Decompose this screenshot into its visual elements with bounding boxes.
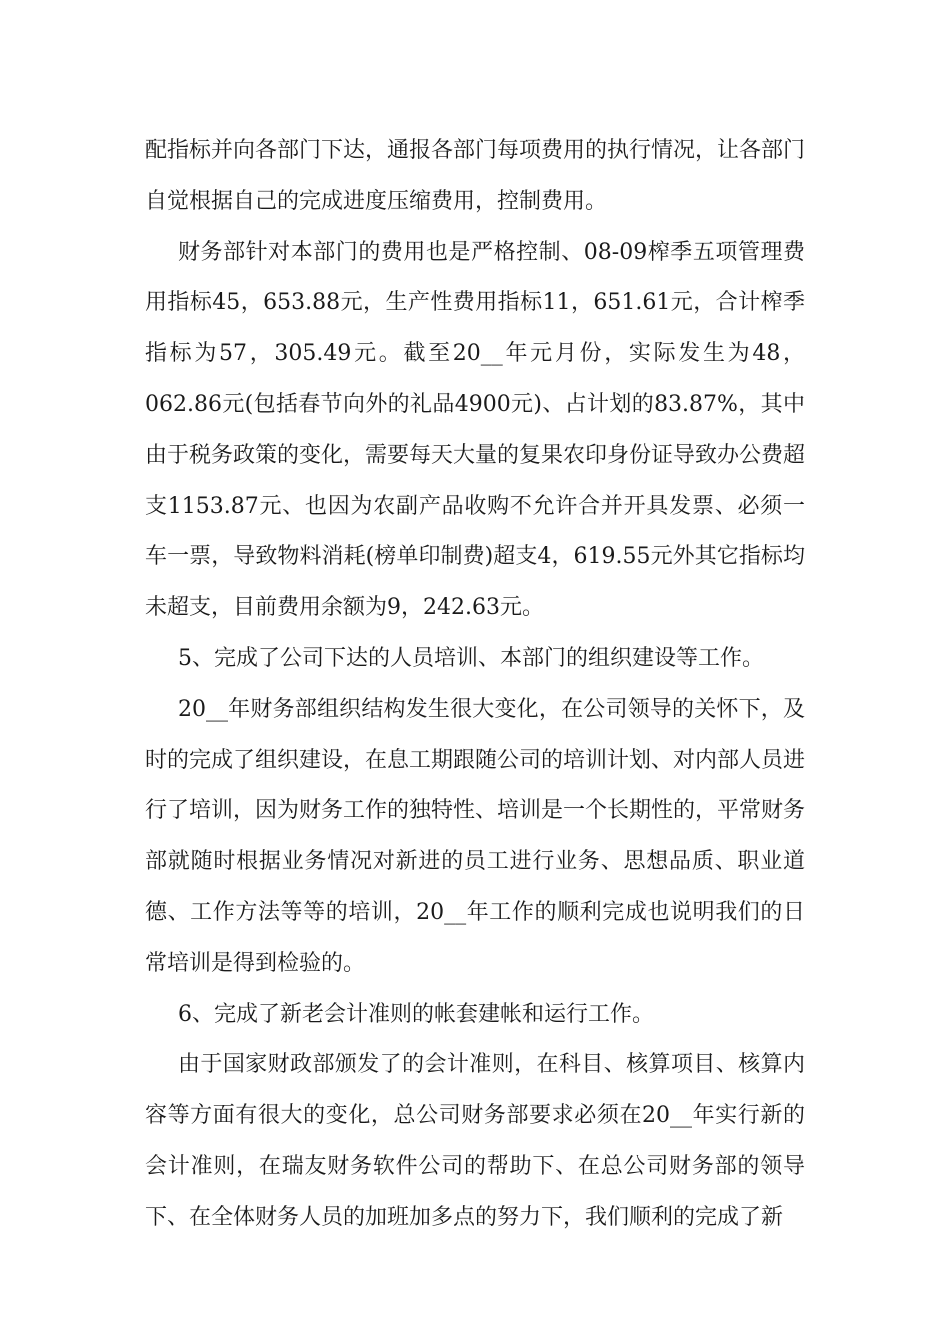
paragraph-item-5-heading: 5、完成了公司下达的人员培训、本部门的组织建设等工作。	[178, 645, 764, 671]
paragraph-accounting-standards: 由于国家财政部颁发了的会计准则，在科目、核算项目、核算内容等方面有很大的变化，总公司财务部要求必须在20__年实行新的会计准则，在瑞友财务软件公司的帮助下、在总公司财务部的领导下、在全体财务人员的加班加多点的努力下，我们顺利的完成了新	[145, 1052, 805, 1230]
paragraph-finance-expenses: 财务部针对本部门的费用也是严格控制、08-09榨季五项管理费用指标45，653.88元，生产性费用指标11，651.61元，合计榨季指标为57，305.49元。截至20__年元月份，实际发生为48，062.86元(包括春节向外的礼品4900元)、占计划的83.87%，其中由于税务政策的变化，需要每天大量的复果农印身份证导致办公费超支1153.87元、也因为农副产品收购不允许合并开具发票、必须一车一票，导致物料消耗(榜单印制费)超支4，619.55元外其它指标均未超支，目前费用余额为9，242.63元。	[145, 239, 806, 621]
document-body	[145, 126, 805, 1244]
paragraph-training: 20__年财务部组织结构发生很大变化，在公司领导的关怀下，及时的完成了组织建设，在息工期跟随公司的培训计划、对内部人员进行了培训，因为财务工作的独特性、培训是一个长期性的，平常财务部就随时根据业务情况对新进的员工进行业务、思想品质、职业道德、工作方法等等的培训，20__年工作的顺利完成也说明我们的日常培训是得到检验的。	[145, 696, 806, 976]
paragraph-continuation: 配指标并向各部门下达，通报各部门每项费用的执行情况，让各部门自觉根据自己的完成进度压缩费用，控制费用。	[145, 138, 806, 214]
paragraph-item-6-heading: 6、完成了新老会计准则的帐套建帐和运行工作。	[178, 1001, 654, 1027]
